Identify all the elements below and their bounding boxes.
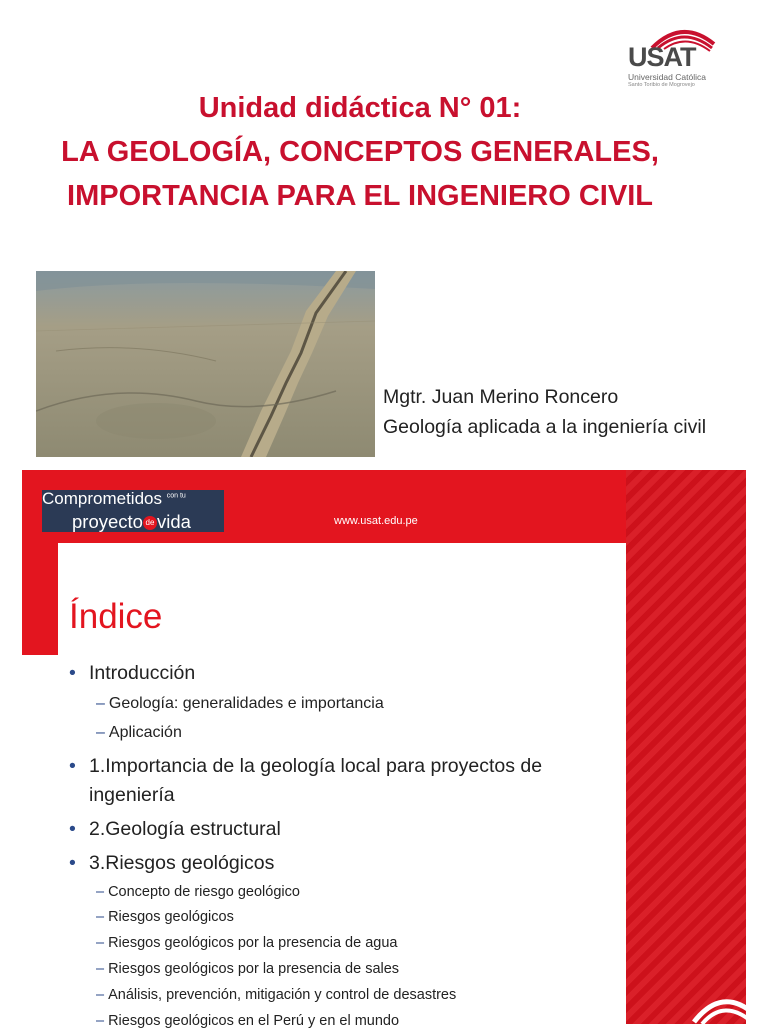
sub-item: – Aplicación: [96, 724, 182, 741]
bullet-icon: •: [69, 662, 76, 684]
course-name: Geología aplicada a la ingeniería civil: [383, 416, 707, 438]
bullet-icon: •: [69, 818, 76, 840]
list-item-continuation: ingeniería: [89, 784, 175, 806]
sub-item: – Riesgos geológicos por la presencia de sales: [96, 961, 400, 977]
sub-item: – Análisis, prevención, mitigación y control de desastres: [96, 987, 457, 1003]
bullet-icon: •: [69, 852, 76, 874]
usat-corner-arc-icon: [688, 984, 758, 1024]
title-line-1: Unidad didáctica N° 01:: [198, 92, 522, 124]
dash-icon: –: [96, 724, 105, 741]
dash-icon: –: [96, 961, 105, 977]
fault-landscape-image: [36, 271, 375, 457]
title-line-3: IMPORTANCIA PARA EL INGENIERO CIVIL: [67, 180, 653, 212]
dash-icon: –: [96, 909, 105, 925]
title-slide: [0, 0, 768, 470]
sub-item: – Riesgos geológicos por la presencia de agua: [96, 935, 398, 951]
bullet-icon: •: [69, 755, 76, 777]
sub-item: – Riesgos geológicos en el Perú y en el mundo: [96, 1013, 400, 1029]
index-heading: Índice: [69, 597, 163, 636]
title-line-2: LA GEOLOGÍA, CONCEPTOS GENERALES,: [61, 136, 659, 168]
dash-icon: –: [96, 935, 105, 951]
logo-subtitle: Santo Toribio de Mogrovejo: [628, 82, 695, 88]
list-item-importancia: • 1.Importancia de la geología local para proyectos de: [69, 751, 542, 781]
slide-title: [0, 86, 720, 218]
author-block: [383, 382, 706, 442]
dash-icon: –: [96, 695, 105, 712]
tagline-vida: vida: [156, 511, 191, 532]
tagline-main: Comprometidos: [42, 489, 162, 508]
list-item-riesgos: • 3.Riesgos geológicos: [69, 848, 274, 878]
author-name: Mgtr. Juan Merino Roncero: [383, 386, 619, 408]
fault-aerial-photo: [36, 271, 375, 457]
tagline-line-2: [72, 511, 191, 533]
tagline-line-1: [42, 489, 186, 509]
website-url[interactable]: www.usat.edu.pe: [334, 515, 418, 527]
tagline-proyecto: proyecto: [72, 511, 143, 532]
red-band-pattern: [626, 470, 746, 1024]
tagline-small: con tu: [166, 492, 186, 500]
sub-item: – Concepto de riesgo geológico: [96, 884, 300, 900]
dash-icon: –: [96, 1013, 105, 1029]
dash-icon: –: [96, 884, 105, 900]
usat-logo: [622, 18, 718, 90]
tagline-de-circle: de: [143, 516, 157, 530]
dash-icon: –: [96, 987, 105, 1003]
sub-item: – Geología: generalidades e importancia: [96, 695, 384, 712]
list-item-introduccion: • Introducción: [69, 658, 195, 688]
sub-item: – Riesgos geológicos: [96, 909, 234, 925]
list-item-geologia-estructural: • 2.Geología estructural: [69, 814, 281, 844]
logo-university: Universidad Católica: [628, 72, 706, 82]
logo-name: USAT: [628, 42, 696, 72]
content-panel-left: [22, 655, 58, 1024]
